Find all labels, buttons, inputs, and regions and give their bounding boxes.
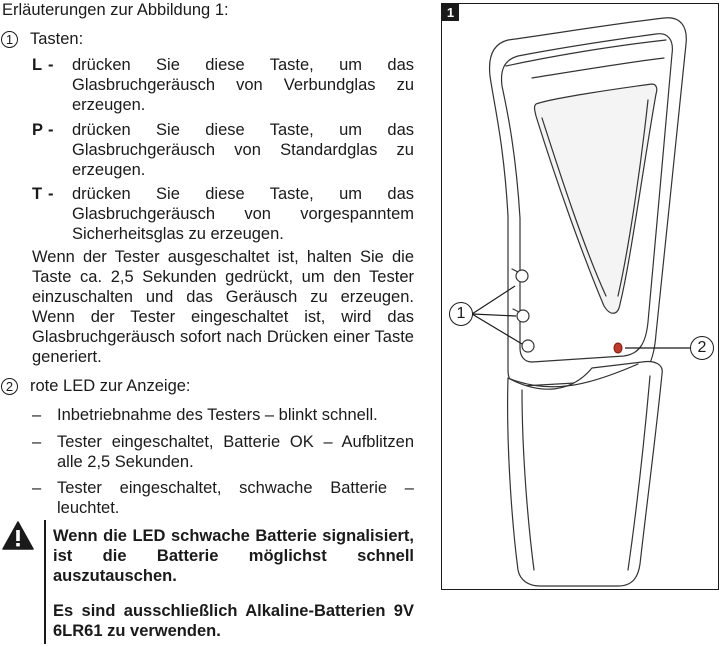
bullet-dash: – [32, 479, 42, 497]
bullet-dash: – [32, 433, 42, 451]
section-2-marker: 2 [1, 378, 18, 395]
key-dash: - [48, 185, 54, 203]
section-1-marker: 1 [1, 31, 18, 48]
led-state-text: Inbetriebnahme des Testers – blinkt schnell. [57, 406, 378, 424]
led-state-item [32, 478, 414, 518]
led-state-text: Tester eingeschaltet, Batterie OK – Aufblitzen alle 2,5 Sekunden. [57, 433, 414, 471]
key-letter: L [32, 56, 43, 74]
key-letter: T [32, 185, 43, 203]
key-description: drücken Sie diese Taste, um das Glasbruchgeräusch von vorgespanntem Sicherheitsglas zu erzeugen. [72, 185, 414, 243]
section-1-title: Tasten: [30, 30, 84, 48]
key-item-p [28, 120, 414, 180]
figure-number: 1 [442, 4, 459, 21]
tester-device-drawing [442, 4, 718, 589]
key-dash: - [48, 121, 54, 139]
warning-triangle-icon [2, 521, 34, 551]
key-description: drücken Sie diese Taste, um das Glasbruchgeräusch von Standardglas zu erzeugen. [72, 121, 414, 179]
key-dash: - [48, 56, 54, 74]
warning-text-2: Es sind ausschließlich Alkaline-Batterien 9V 6LR61 zu verwenden. [53, 602, 414, 640]
key-letter: P [32, 121, 44, 139]
section-2-title: rote LED zur Anzeige: [30, 377, 191, 395]
key-item-t [28, 184, 414, 244]
led-state-text: Tester eingeschaltet, schwache Batterie – leuchtet. [57, 479, 414, 517]
warning-text-1: Wenn die LED schwache Batterie signalisiert, ist die Batterie möglichst schnell auszutauschen. [53, 527, 414, 585]
page-heading: Erläuterungen zur Abbildung 1: [2, 1, 229, 19]
key-item-l [28, 55, 414, 115]
led-state-item [32, 432, 414, 472]
led-state-item [32, 405, 414, 425]
figure-callout-1: 1 [449, 302, 473, 326]
warning-divider [44, 520, 46, 644]
tester-usage-paragraph: Wenn der Tester ausgeschaltet ist, halten Sie die Taste ca. 2,5 Sekunden gedrückt, um den Tester einzuschalten und das Geräusch zu erzeugen. Wenn der Tester eingeschaltet ist, wird das Glasbruchgeräusch sofort nach Drücken einer Taste generiert. [32, 248, 414, 366]
bullet-dash: – [32, 406, 42, 424]
key-description: drücken Sie diese Taste, um das Glasbruchgeräusch von Verbundglas zu erzeugen. [72, 56, 414, 114]
figure-callout-2: 2 [690, 336, 714, 360]
